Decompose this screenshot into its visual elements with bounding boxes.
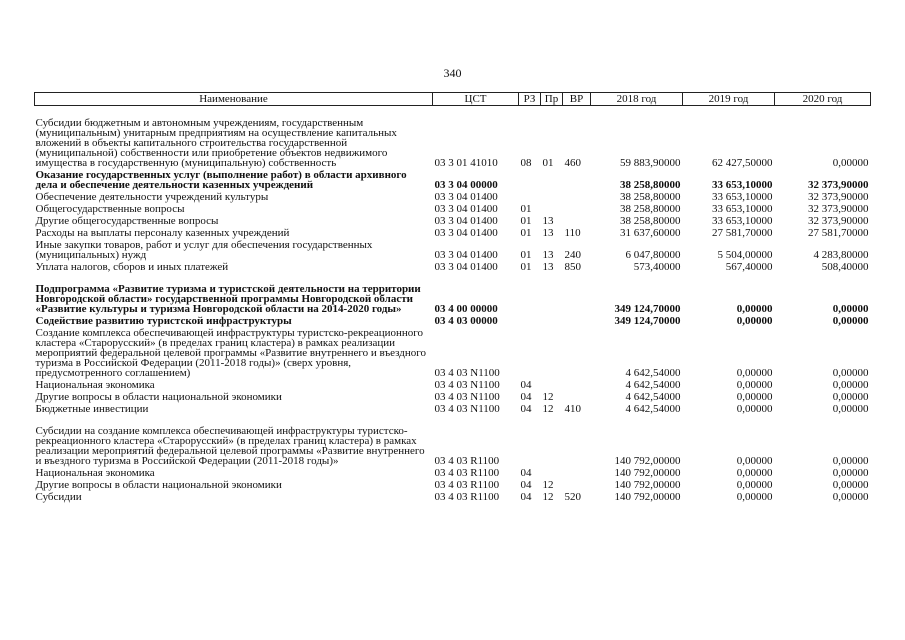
row-2019: 0,00000	[736, 479, 773, 490]
row-2019: 567,40000	[725, 261, 773, 272]
row-pr	[541, 272, 563, 314]
row-name: Субсидии на создание комплекса обеспечивающей инфраструктуры туристско-рекреационного кластера «Старорусский» (в пределах границ кластера) в рамках реализации мероприятий федеральной целевой программы «Развитие внутреннего и въездного туризма в Российской Федерации (2011-2018 годы)»	[35, 425, 425, 467]
header-pr: Пр	[541, 93, 563, 106]
row-2018: 349 124,70000	[614, 303, 681, 314]
row-2020: 32 373,90000	[808, 191, 869, 202]
row-pr	[541, 466, 563, 478]
row-pr: 12	[542, 403, 554, 414]
row-name: Другие общегосударственные вопросы	[35, 215, 219, 227]
row-pr: 12	[542, 391, 554, 402]
row-pr	[541, 414, 563, 466]
table-row	[35, 378, 871, 390]
row-pr	[541, 190, 563, 202]
header-2020: 2020 год	[775, 93, 871, 106]
row-vr	[563, 314, 591, 326]
row-rz	[519, 326, 541, 378]
row-2019: 0,00000	[736, 455, 773, 466]
header-vr: ВР	[563, 93, 591, 106]
row-2019: 33 653,10000	[712, 179, 773, 190]
row-2019: 62 427,50000	[712, 157, 773, 168]
row-2018: 140 792,00000	[614, 455, 681, 466]
row-2020: 0,00000	[832, 379, 869, 390]
table-row	[35, 314, 871, 326]
row-name: Расходы на выплаты персоналу казенных учреждений	[35, 227, 290, 239]
row-rz: 08	[520, 157, 532, 168]
row-pr	[541, 168, 563, 190]
row-rz: 04	[520, 379, 532, 390]
row-rz: 01	[520, 249, 532, 260]
row-2019: 0,00000	[736, 391, 773, 402]
row-name: Обеспечение деятельности учреждений культуры	[35, 191, 269, 203]
row-2019: 33 653,10000	[712, 203, 773, 214]
table-row	[35, 390, 871, 402]
row-vr	[563, 202, 591, 214]
row-2019: 5 504,00000	[717, 249, 773, 260]
row-vr	[563, 478, 591, 490]
row-2018: 4 642,54000	[625, 391, 681, 402]
row-pr: 13	[542, 261, 554, 272]
row-2019: 33 653,10000	[712, 191, 773, 202]
table-row	[35, 226, 871, 238]
header-2018: 2018 год	[591, 93, 683, 106]
row-rz: 04	[520, 391, 532, 402]
row-2020: 508,40000	[821, 261, 869, 272]
row-2018: 573,40000	[633, 261, 681, 272]
row-pr	[541, 326, 563, 378]
row-vr: 850	[564, 261, 581, 272]
row-2019: 0,00000	[736, 491, 773, 502]
row-2018: 140 792,00000	[614, 467, 681, 478]
row-rz: 04	[520, 403, 532, 414]
row-vr: 460	[564, 157, 581, 168]
row-pr: 13	[542, 215, 554, 226]
table-header-row	[35, 93, 871, 106]
row-rz	[519, 168, 541, 190]
header-rz: РЗ	[519, 93, 541, 106]
row-cst: 03 4 00 00000	[434, 303, 498, 314]
row-cst: 03 4 03 R1100	[434, 491, 500, 502]
row-name: Национальная экономика	[35, 467, 155, 479]
row-2020: 32 373,90000	[808, 203, 869, 214]
table-row	[35, 106, 871, 169]
table-row	[35, 326, 871, 378]
row-2018: 4 642,54000	[625, 403, 681, 414]
row-cst: 03 3 04 01400	[434, 191, 498, 202]
row-vr	[563, 390, 591, 402]
row-2019: 0,00000	[736, 379, 773, 390]
row-2020: 0,00000	[832, 403, 869, 414]
row-pr: 12	[542, 479, 554, 490]
table-row	[35, 168, 871, 190]
table-row	[35, 214, 871, 226]
row-rz: 04	[520, 467, 532, 478]
row-2018: 140 792,00000	[614, 479, 681, 490]
row-2020: 4 283,80000	[813, 249, 869, 260]
row-rz: 04	[520, 491, 532, 502]
row-2020: 0,00000	[832, 491, 869, 502]
row-2018: 59 883,90000	[620, 157, 681, 168]
row-2019: 0,00000	[736, 403, 773, 414]
row-2019: 0,00000	[736, 315, 773, 326]
row-cst: 03 4 03 R1100	[434, 455, 500, 466]
row-vr: 240	[564, 249, 581, 260]
row-pr: 13	[542, 227, 554, 238]
row-name: Содействие развитию туристской инфраструктуры	[35, 315, 292, 327]
row-2020: 0,00000	[832, 391, 869, 402]
row-cst: 03 3 04 01400	[434, 227, 498, 238]
row-2020: 0,00000	[832, 367, 869, 378]
row-2018: 4 642,54000	[625, 379, 681, 390]
row-2018: 140 792,00000	[614, 491, 681, 502]
table-row	[35, 490, 871, 502]
table-row	[35, 272, 871, 314]
row-vr: 110	[564, 227, 581, 238]
row-name: Национальная экономика	[35, 379, 155, 391]
row-vr	[563, 414, 591, 466]
row-name: Оказание государственных услуг (выполнение работ) в области архивного дела и обеспечение деятельности казенных учреждений	[35, 169, 407, 191]
table-row	[35, 414, 871, 466]
row-name: Бюджетные инвестиции	[35, 403, 149, 415]
row-rz: 01	[520, 203, 532, 214]
row-vr	[563, 190, 591, 202]
row-2019: 0,00000	[736, 303, 773, 314]
row-cst: 03 4 03 N1100	[434, 391, 500, 402]
row-cst: 03 4 03 N1100	[434, 379, 500, 390]
row-2018: 6 047,80000	[625, 249, 681, 260]
row-vr: 410	[564, 403, 581, 414]
table-row	[35, 202, 871, 214]
header-cst: ЦСТ	[433, 93, 519, 106]
row-vr	[563, 378, 591, 390]
row-pr: 01	[542, 157, 554, 168]
budget-table	[34, 92, 871, 502]
row-cst: 03 3 04 01400	[434, 215, 498, 226]
row-cst: 03 4 03 N1100	[434, 403, 500, 414]
row-2018: 31 637,60000	[620, 227, 681, 238]
row-vr	[563, 326, 591, 378]
row-name: Подпрограмма «Развитие туризма и туристской деятельности на территории Новгородской области» государственной программы Новгородской области «Развитие культуры и туризма Новгородской области на 2014-2020 годы»	[35, 283, 421, 315]
row-rz: 01	[520, 261, 532, 272]
table-row	[35, 190, 871, 202]
table-row	[35, 238, 871, 260]
row-rz	[519, 414, 541, 466]
row-rz	[519, 272, 541, 314]
row-2018: 38 258,80000	[620, 191, 681, 202]
row-2020: 0,00000	[832, 315, 869, 326]
row-rz	[519, 190, 541, 202]
table-row	[35, 260, 871, 272]
row-vr	[563, 214, 591, 226]
table-row	[35, 478, 871, 490]
row-name: Иные закупки товаров, работ и услуг для обеспечения государственных (муниципальных) нужд	[35, 239, 373, 261]
row-name: Субсидии бюджетным и автономным учреждениям, государственным (муниципальным) унитарным предприятиям на осуществление капитальных вложений в объекты капитального строительства государственной (муниципальной) собственности или приобретение объектов недвижимого имущества в государственную (муниципальную) собственность	[35, 117, 397, 169]
row-2020: 27 581,70000	[808, 227, 869, 238]
row-2020: 0,00000	[832, 467, 869, 478]
row-2019: 0,00000	[736, 367, 773, 378]
row-2018: 38 258,80000	[620, 203, 681, 214]
row-cst: 03 4 03 R1100	[434, 479, 500, 490]
row-name: Общегосударственные вопросы	[35, 203, 185, 215]
table-row	[35, 466, 871, 478]
row-rz: 01	[520, 215, 532, 226]
row-cst: 03 4 03 00000	[434, 315, 498, 326]
row-vr	[563, 168, 591, 190]
row-2018: 38 258,80000	[620, 179, 681, 190]
header-name: Наименование	[35, 93, 433, 106]
row-2018: 349 124,70000	[614, 315, 681, 326]
row-cst: 03 4 03 R1100	[434, 467, 500, 478]
table-row	[35, 402, 871, 414]
row-2019: 33 653,10000	[712, 215, 773, 226]
row-name: Другие вопросы в области национальной экономики	[35, 391, 282, 403]
row-2018: 4 642,54000	[625, 367, 681, 378]
row-name: Уплата налогов, сборов и иных платежей	[35, 261, 229, 273]
row-2020: 32 373,90000	[808, 215, 869, 226]
row-pr	[541, 314, 563, 326]
row-rz: 04	[520, 479, 532, 490]
row-cst: 03 3 04 00000	[434, 179, 498, 190]
row-cst: 03 3 04 01400	[434, 203, 498, 214]
row-2018: 38 258,80000	[620, 215, 681, 226]
row-2019: 27 581,70000	[712, 227, 773, 238]
row-2020: 0,00000	[832, 303, 869, 314]
row-cst: 03 3 04 01400	[434, 261, 498, 272]
row-vr: 520	[564, 491, 581, 502]
page-number: 340	[443, 66, 462, 80]
row-vr	[563, 272, 591, 314]
row-2020: 0,00000	[832, 157, 869, 168]
row-pr: 13	[542, 249, 554, 260]
row-cst: 03 4 03 N1100	[434, 367, 500, 378]
row-pr	[541, 202, 563, 214]
row-pr	[541, 378, 563, 390]
row-pr: 12	[542, 491, 554, 502]
row-2020: 32 373,90000	[808, 179, 869, 190]
row-cst: 03 3 04 01400	[434, 249, 498, 260]
row-name: Другие вопросы в области национальной экономики	[35, 479, 282, 491]
header-2019: 2019 год	[683, 93, 775, 106]
row-2020: 0,00000	[832, 455, 869, 466]
row-rz: 01	[520, 227, 532, 238]
row-2020: 0,00000	[832, 479, 869, 490]
row-rz	[519, 314, 541, 326]
row-2019: 0,00000	[736, 467, 773, 478]
row-cst: 03 3 01 41010	[434, 157, 498, 168]
row-name: Создание комплекса обеспечивающей инфраструктуры туристско-рекреационного кластера «Старорусский» (в пределах границ кластера) в рамках реализации мероприятий федеральной целевой программы «Развитие внутреннего и въездного туризма в Российской Федерации (2011-2018 годы)» (сверх уровня, предусмотренного соглашением)	[35, 327, 427, 379]
row-name: Субсидии	[35, 491, 82, 503]
row-vr	[563, 466, 591, 478]
